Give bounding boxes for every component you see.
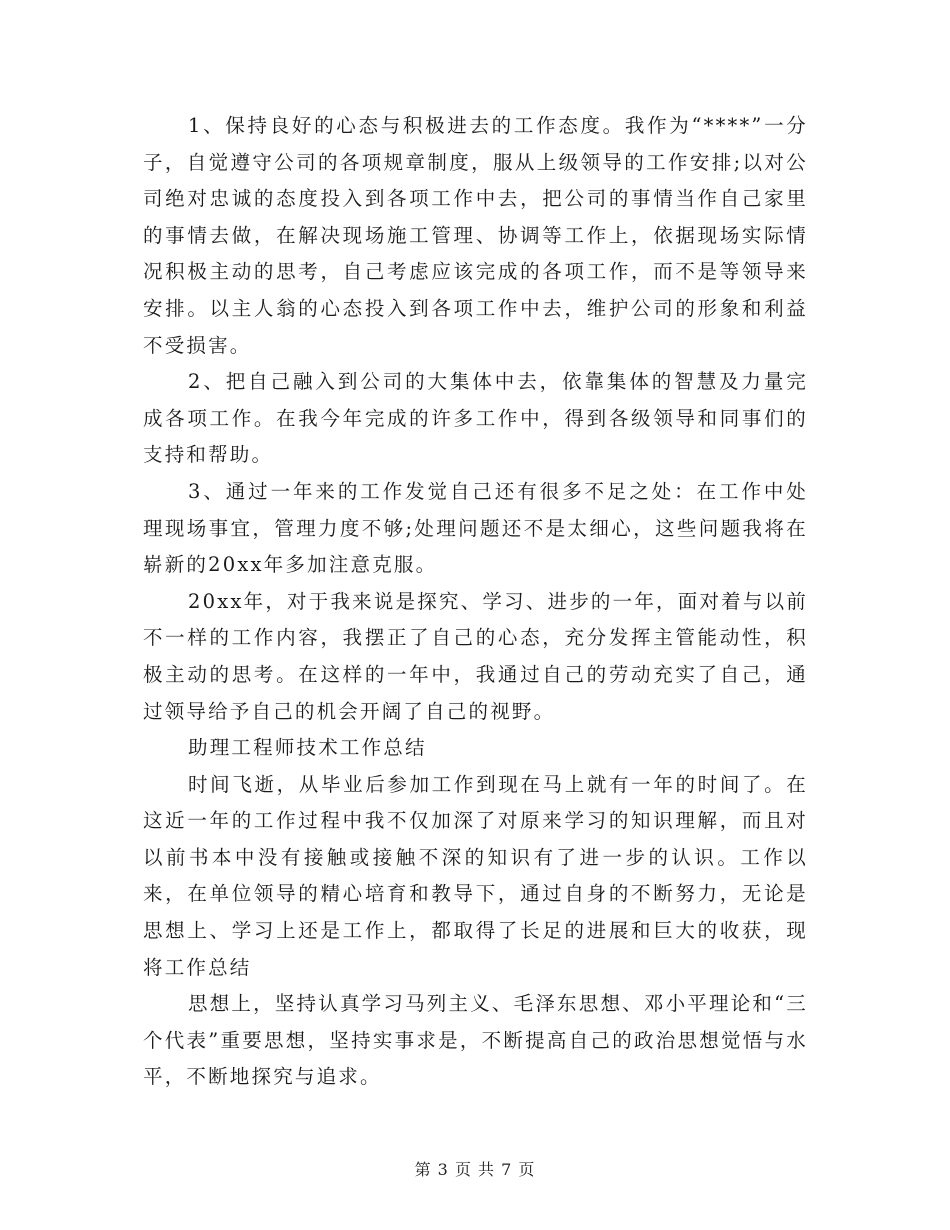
page-footer [0,1157,950,1180]
paragraph-1: 1、保持良好的心态与积极进去的工作态度。我作为“****”一分子，自觉遵守公司的各项规章制度，服从上级领导的工作安排;以对公司绝对忠诚的态度投入到各项工作中去，把公司的事情当作自己家里的事情去做，在解决现场施工管理、协调等工作上，依据现场实际情况积极主动的思考，自己考虑应该完成的各项工作，而不是等领导来安排。以主人翁的心态投入到各项工作中去，维护公司的形象和利益不受损害。 [143,114,808,357]
paragraph-4: 20xx年，对于我来说是探究、学习、进步的一年，面对着与以前不一样的工作内容，我摆正了自己的心态，充分发挥主管能动性，积极主动的思考。在这样的一年中，我通过自己的劳动充实了自己，通过领导给予自己的机会开阔了自己的视野。 [143,589,808,723]
paragraph-5: 时间飞逝，从毕业后参加工作到现在马上就有一年的时间了。在这近一年的工作过程中我不仅加深了对原来学习的知识理解，而且对以前书本中没有接触或接触不深的知识有了进一步的认识。工作以来，在单位领导的精心培育和教导下，通过自身的不断努力，无论是思想上、学习上还是工作上，都取得了长足的进展和巨大的收获，现将工作总结 [143,772,808,979]
section-heading: 助理工程师技术工作总结 [188,736,427,760]
paragraph-2: 2、把自己融入到公司的大集体中去，依靠集体的智慧及力量完成各项工作。在我今年完成的许多工作中，得到各级领导和同事们的支持和帮助。 [143,370,808,467]
paragraph-3: 3、通过一年来的工作发觉自己还有很多不足之处：在工作中处理现场事宜，管理力度不够;处理问题还不是太细心，这些问题我将在崭新的20xx年多加注意克服。 [143,479,808,577]
paragraph-6: 思想上，坚持认真学习马列主义、毛泽东思想、邓小平理论和“三个代表”重要思想，坚持实事求是，不断提高自己的政治思想觉悟与水平，不断地探究与追求。 [143,992,808,1089]
page-number-label: 第 3 页 共 7 页 [414,1160,536,1179]
document-body [143,108,808,1096]
